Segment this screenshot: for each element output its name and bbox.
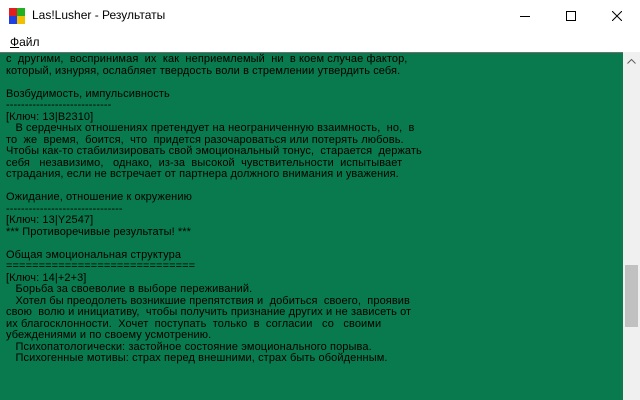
minimize-icon bbox=[520, 11, 530, 21]
results-text-area[interactable] bbox=[0, 52, 623, 400]
text-line: ============================= bbox=[6, 260, 196, 272]
text-line: их благосклонности. Хочет поступать только в согласии со своими bbox=[6, 317, 382, 330]
text-line: убеждениями и по своему усмотрению. bbox=[6, 329, 212, 341]
text-line: Ожидание, отношение к окружению bbox=[6, 191, 192, 203]
text-line: Хотел бы преодолеть возникшие препятствия и добиться своего, проявив bbox=[6, 294, 410, 307]
menu-file-label: айл bbox=[19, 35, 40, 49]
text-line: Борьба за своеволие в выборе переживаний. bbox=[6, 283, 253, 295]
text-line: [Ключ: 13|B2310] bbox=[6, 110, 94, 123]
maximize-button[interactable] bbox=[548, 0, 594, 32]
close-icon bbox=[612, 11, 622, 21]
text-line: Возбудимость, импульсивность bbox=[6, 87, 170, 100]
text-line: ------------------------------- bbox=[6, 202, 123, 215]
app-icon[interactable] bbox=[9, 8, 25, 24]
app-icon-quad-yellow bbox=[17, 16, 25, 24]
scroll-thumb[interactable] bbox=[625, 265, 638, 327]
minimize-button[interactable] bbox=[502, 0, 548, 32]
text-line: *** Противоречивые результаты! *** bbox=[6, 225, 192, 238]
text-line bbox=[6, 77, 619, 89]
menu-file[interactable] bbox=[9, 35, 41, 49]
text-line: Общая эмоциональная структура bbox=[6, 248, 182, 261]
text-line: [Ключ: 14|+2+3] bbox=[6, 271, 87, 284]
text-line: свою волю и инициативу, чтобы получить признание других и не зависеть от bbox=[6, 306, 412, 318]
maximize-icon bbox=[566, 11, 576, 21]
chevron-up-icon bbox=[627, 58, 636, 64]
menu-file-mnemonic: Ф bbox=[10, 35, 20, 49]
text-line: то же время, боится, что придется разочароваться или потерять любовь. bbox=[6, 133, 404, 146]
text-line bbox=[6, 238, 619, 250]
text-line: с другими, воспринимая их как неприемлемый ни в коем случае фактор, bbox=[6, 53, 408, 65]
window-title: Las!Lusher - Результаты bbox=[32, 8, 166, 22]
close-button[interactable] bbox=[594, 0, 640, 32]
text-line: страдания, если не встречает от партнера должного внимания и уважения. bbox=[6, 168, 399, 180]
vertical-scrollbar[interactable] bbox=[623, 52, 640, 400]
text-line: Психопатологически: застойное состояние эмоционального порыва. bbox=[6, 340, 372, 353]
app-icon-quad-green bbox=[17, 8, 25, 16]
title-bar[interactable] bbox=[0, 0, 640, 32]
scroll-up-button[interactable] bbox=[623, 52, 640, 69]
text-line: себя незавизимо, однако, из-за высокой чувствительности испытывает bbox=[6, 156, 403, 169]
results-text bbox=[6, 54, 619, 365]
text-line: ---------------------------- bbox=[6, 99, 112, 111]
text-line: который, изнуряя, ослабляет твердость воли в стремлении утвердить себя. bbox=[6, 64, 401, 77]
app-icon-quad-blue bbox=[9, 16, 17, 24]
text-line: [Ключ: 13|Y2547] bbox=[6, 214, 94, 226]
menu-bar bbox=[0, 32, 640, 52]
app-icon-quad-red bbox=[9, 8, 17, 16]
text-line: Психогенные мотивы: страх перед внешними, страх быть обойденным. bbox=[6, 352, 388, 364]
text-line: Чтобы как-то стабилизировать свой эмоциональный тонус, старается держать bbox=[6, 145, 422, 157]
text-line: В сердечных отношениях претендует на неограниченную взаимность, но, в bbox=[6, 122, 415, 134]
